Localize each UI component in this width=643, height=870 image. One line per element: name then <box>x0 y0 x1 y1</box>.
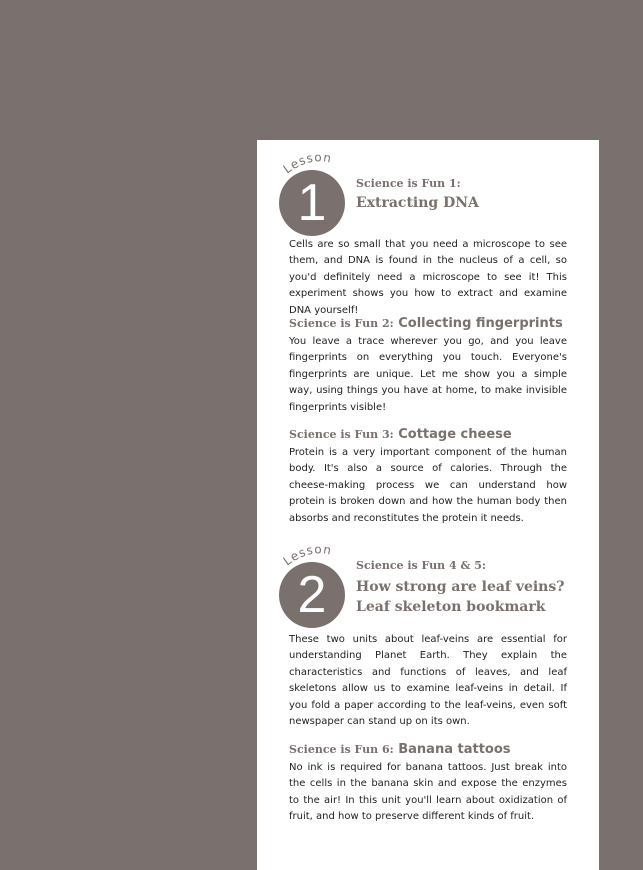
section-title: Collecting fingerprints <box>398 316 563 331</box>
section-prefix: Science is Fun 6: <box>289 743 394 756</box>
lesson-2-pretitle: Science is Fun 4 & 5: <box>356 559 486 572</box>
section-prefix: Science is Fun 2: <box>289 317 394 330</box>
section-text: No ink is required for banana tattoos. Just break into the cells in the banana skin and expose the enzymes to the air! In this unit you'll learn about oxidization of fruit, and how to preserve different kinds of fruit. <box>289 762 567 823</box>
lesson-2-title-line-1: How strong are leaf veins? <box>356 579 565 595</box>
lesson-2-intro-block <box>289 632 567 730</box>
lesson-1-intro-block <box>289 237 567 319</box>
booklet-page <box>257 140 599 870</box>
section-heading <box>289 426 567 443</box>
section-prefix: Science is Fun 3: <box>289 428 394 441</box>
section-heading <box>289 315 567 332</box>
lesson-1-pretitle: Science is Fun 1: <box>356 177 461 190</box>
lesson-2-title-line-2: Leaf skeleton bookmark <box>356 599 546 615</box>
svg-text:Lesson: Lesson <box>281 542 334 569</box>
lesson-1-intro: Cells are so small that you need a microscope to see them, and DNA is found in the nucleus of a cell, so you'd definitely need a microscope to see it! This experiment shows you how to extract and examine DNA yourself! <box>289 239 567 316</box>
svg-text:Lesson: Lesson <box>281 150 334 177</box>
lesson-1-section-2 <box>289 315 567 416</box>
section-text: You leave a trace wherever you go, and you leave fingerprints on everything you touch. Everyone's fingerprints are unique. Let me show you a simple way, using things you have at home, to make invisible fingerprints visible! <box>289 336 567 413</box>
section-heading <box>289 741 567 758</box>
section-title: Banana tattoos <box>398 742 511 757</box>
lesson-2-section-6 <box>289 741 567 826</box>
lesson-1-section-3 <box>289 426 567 527</box>
lesson-2-heading <box>356 559 564 617</box>
lesson-1-title: Extracting DNA <box>356 195 479 211</box>
lesson-2-intro: These two units about leaf-veins are essential for understanding Planet Earth. They explain the characteristics and functions of leaves, and leaf skeletons allow us to examine leaf-veins in detail. If you fold a paper according to the leaf-veins, even soft newspaper can stand up on its own. <box>289 634 567 728</box>
lesson-1-heading <box>356 177 479 213</box>
section-text: Protein is a very important component of the human body. It's also a source of calories. Through the cheese-making process we can understand how protein is broken down and how the human body then absorbs and reconstitutes the protein it needs. <box>289 447 567 524</box>
lesson-1-number: 1 <box>279 170 345 236</box>
lesson-2-number: 2 <box>279 562 345 628</box>
section-title: Cottage cheese <box>398 427 512 442</box>
